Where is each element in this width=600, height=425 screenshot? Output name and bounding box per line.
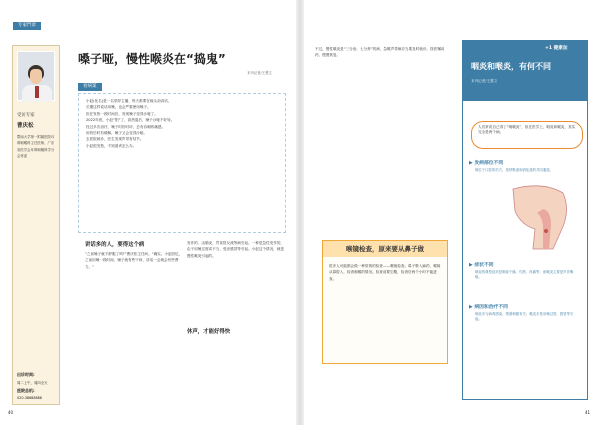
sidebar-title: 咽炎和喉炎，有何不同 — [471, 62, 551, 71]
intro-bubble: 人们常说自己得了“咽喉炎”，但在医学上，咽炎和喉炎，其实完全是两个病。 — [471, 121, 583, 149]
sidebar-article — [462, 40, 588, 400]
callout-title: 喉镜检查，原来要从鼻子做 — [323, 241, 447, 257]
plus-tag: +1 健康加 — [545, 46, 568, 51]
expert-name: 曹庆松 — [17, 123, 34, 129]
expert-role: 受访专家 — [17, 113, 35, 118]
callout-box — [322, 240, 448, 364]
phone-label: 医院总机: — [17, 388, 35, 393]
throat-diagram — [503, 181, 583, 251]
page-gutter — [296, 0, 304, 425]
phone-value: 020-38688888 — [17, 396, 42, 400]
expert-face — [30, 69, 42, 84]
clinic-time-label: 出诊时间: — [17, 372, 35, 377]
body-col-2: 发作的，由肺炎、胃食管反流等病引起。一种是急性发作的，由于用嗓过度或不当、受凉感冒等引起。小赵这个情况，就是慢性喉炎引起的。 — [187, 241, 285, 258]
page-number-right: 41 — [585, 410, 591, 415]
callout-text: 很多人可能都会做一种常规的检查——喉镜检查。鼻子吸入麻药，喉镜从鼻腔入，检查咽喉的情况。检查前要空腹，检查后两个小时不能进食。 — [329, 264, 441, 281]
subheading-2: 休声，才能好得快 — [187, 329, 231, 335]
expert-bio: 暨南大学第一附属医院耳鼻咽喉科主任医师、广东省医学会耳鼻咽喉科学分会常委 — [17, 135, 55, 159]
treatment-text: 咽炎多与病毒感染、烟酒刺激有关；喉炎多是用嗓过度、感冒等引起。 — [475, 312, 574, 322]
body-col-1: “之前嗓子就不舒服了吗?”曹庆松主任问。“确实。小赵回忆，之前用嗓一段时间，嗓子就有些干痒，讲话一会就会有些费力。” — [85, 252, 183, 269]
case-tag: 看病案 — [78, 83, 102, 91]
subheading-symptoms: ▶ 症状不同 — [469, 261, 494, 268]
subheading-location: ▶ 发病部位不同 — [469, 159, 503, 166]
expert-photo — [17, 51, 55, 101]
subheading-treatment: ▶ 病因和治疗不同 — [469, 303, 508, 310]
location-text: 咽位于口腔的后方，是呼吸道和消化道的共同通道。 — [475, 168, 553, 172]
article-title: 嗓子哑，慢性喉炎在“捣鬼” — [78, 52, 226, 66]
article-byline: 本刊记者/王慧文 — [247, 71, 272, 75]
middle-body: 不过，慢性喉炎是“三分治，七分养”的病，急喉声带病应当要及时就诊，按医嘱用药，慢慢恢复。 — [315, 47, 445, 58]
sidebar-byline: 本刊记者/王慧文 — [471, 79, 498, 83]
column-tag: 专家門诊 — [13, 22, 41, 30]
page-number-left: 40 — [8, 410, 14, 415]
clinic-time-value: 周二上午，周四全天 — [17, 381, 48, 385]
sidebar-header — [463, 41, 587, 101]
case-text: 小赵(化名)是一名领导主播，每天都要在镜头前讲话， 长期这样说话用嗓，也会严重使用嗓子。 但在发热一段时间后，发现嗓子变得沙哑了。 2022年底，小赵“阳”了，高热退后，嗓子沙哑不好转。 经过多次治疗，嗓子时好时坏，总有吞咽疼痛感。 用药后时有缓解，嗓子又会变得沙哑。 去医院就诊，医生发现声带有结节。 小赵很发愁，不知道该怎么办。 — [86, 99, 175, 148]
expert-sidebar — [12, 45, 60, 405]
expert-tie — [35, 86, 39, 98]
subheading-1: 讲话多的人，要得这个病 — [85, 242, 145, 248]
symptoms-text: 咽炎的典型症状是咽部干燥、灼热、疼痛等；而喉炎主要是声音嘶哑。 — [475, 270, 574, 280]
